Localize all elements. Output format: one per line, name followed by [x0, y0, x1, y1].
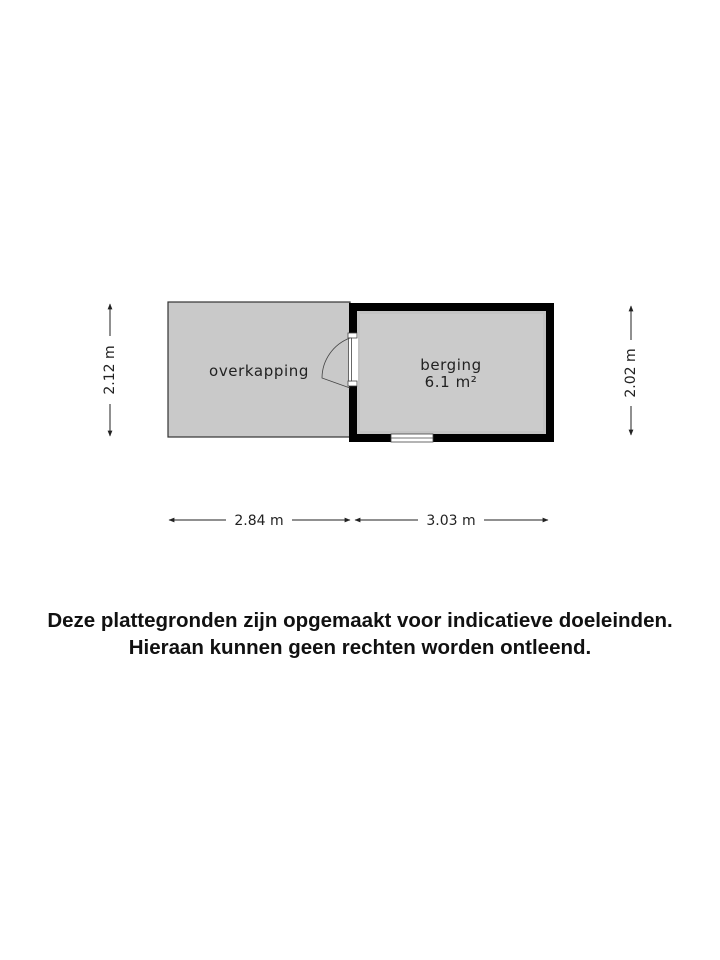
door-frame-bottom [348, 381, 357, 386]
door-frame-top [348, 333, 357, 338]
door-leaf [349, 338, 352, 381]
overkapping-label: overkapping [209, 362, 309, 380]
left-height-label: 2.12 m [102, 345, 118, 395]
bottom-right-width-label: 3.03 m [426, 513, 476, 529]
bottom-left-width-label: 2.84 m [234, 513, 284, 529]
right-height-label: 2.02 m [623, 348, 639, 398]
berging-label: berging [420, 356, 482, 374]
berging-area-label: 6.1 m² [424, 373, 478, 391]
disclaimer-line-2: Hieraan kunnen geen rechten worden ontleend. [128, 636, 592, 659]
disclaimer-line-1: Deze plattegronden zijn opgemaakt voor indicatieve doeleinden. [47, 609, 673, 632]
